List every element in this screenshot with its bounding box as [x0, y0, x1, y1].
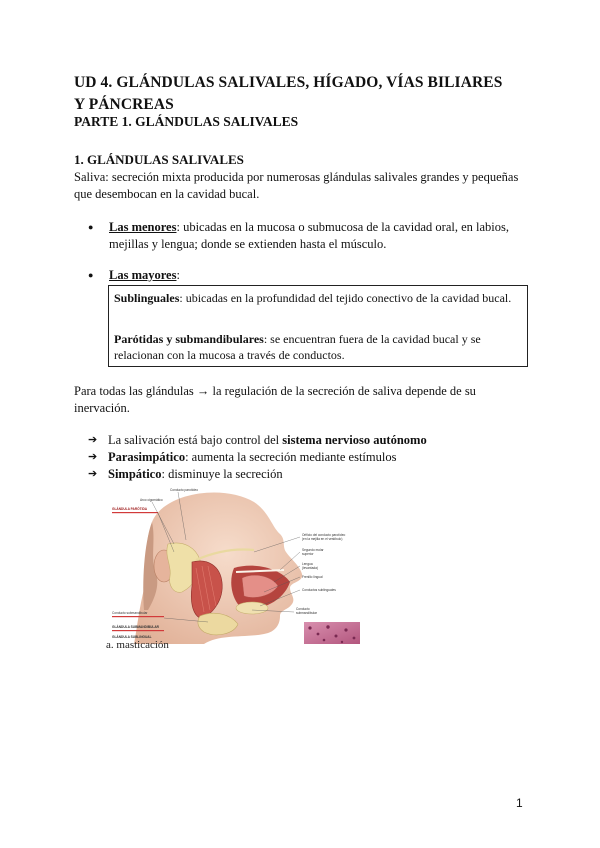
box-term: Parótidas y submandibulares — [114, 332, 264, 346]
fig-label-l1: Arco cigomático — [140, 498, 163, 502]
regulation-paragraph: Para todas las glándulas → la regulación de la secreción de saliva depende de su inervación. — [74, 384, 476, 415]
arrow-icon: ➔ — [88, 434, 98, 446]
part-heading: PARTE 1. GLÁNDULAS SALIVALES — [74, 114, 299, 129]
intro-paragraph: Saliva: secreción mixta producida por numerosas glándulas salivales grandes y pequeñas que desembocan en la cavidad bucal. — [74, 170, 519, 201]
mayores-box — [108, 285, 528, 367]
fig-label-r8: Conductos sublinguales — [302, 588, 336, 592]
bullet-term: Las mayores — [109, 268, 177, 282]
fig-label-r5: Lengua — [302, 562, 313, 566]
fig-label-r6: (levantada) — [302, 566, 318, 570]
document-title: UD 4. GLÁNDULAS SALIVALES, HÍGADO, VÍAS BILIARES Y PÁNCREAS — [74, 74, 503, 113]
box-desc: : se encuentran fuera de la cavidad bucal y se relacionan con la mucosa a través de conductos. — [114, 332, 481, 362]
histology-inset — [304, 622, 360, 644]
fig-label-b3: GLÁNDULA SUBLINGUAL — [112, 635, 152, 639]
bullet-dot: ● — [88, 222, 94, 232]
box-desc: : ubicadas en la profundidad del tejido conectivo de la cavidad bucal. — [179, 291, 512, 305]
fig-label-r2: (en la mejilla en el vestíbulo) — [302, 537, 343, 541]
fig-label-parotid: GLÁNDULA PARÓTIDA — [112, 507, 148, 511]
arrow-post: : aumenta la secreción mediante estímulos — [185, 450, 397, 464]
box-sublinguales — [114, 291, 519, 307]
fig-label-r7: Frenillo lingual — [302, 575, 323, 579]
fig-label-b1: Conducto submandibular — [112, 611, 148, 615]
bullet-text — [109, 267, 529, 284]
arrow-text — [108, 466, 283, 483]
arrow-pre: La salivación está bajo control del — [108, 433, 283, 447]
arrow-text — [108, 432, 427, 449]
arrow-icon: ➔ — [88, 451, 98, 463]
fig-label-b2: GLÁNDULA SUBMANDIBULAR — [112, 625, 159, 629]
arrow-bold: Parasimpático — [108, 450, 186, 464]
bullet-desc: : ubicadas en la mucosa o submucosa de la cavidad oral, en labios, mejillas y lengua; donde se extienden hasta el músculo. — [109, 220, 510, 251]
salivary-glands-illustration — [104, 482, 360, 651]
fig-label-r1: Orificio del conducto parotídeo — [302, 533, 346, 537]
bullet-text — [109, 219, 529, 253]
bullet-term: Las menores — [109, 220, 177, 234]
section-heading: 1. GLÁNDULAS SALIVALES — [74, 152, 244, 167]
sublingual-gland — [236, 602, 268, 614]
arrow-icon: ➔ — [88, 468, 98, 480]
fig-label-r10: submandibular — [296, 611, 317, 615]
bullet-desc: : — [176, 268, 180, 282]
fig-label-r4: superior — [302, 552, 314, 556]
box-parotidas — [114, 332, 519, 363]
arrow-bold: Simpático — [108, 467, 162, 481]
fig-partial-caption: a. masticación — [106, 639, 169, 651]
fig-label-r9: Conducto — [296, 607, 310, 611]
page-number: 1 — [516, 796, 523, 810]
bullet-dot: ● — [88, 270, 94, 280]
fig-label-r3: Segundo molar — [302, 548, 324, 552]
box-term: Sublinguales — [114, 291, 180, 305]
anatomy-figure — [104, 482, 360, 651]
fig-label-top: Conducto parotídeo — [170, 488, 198, 492]
arrow-bold: sistema nervioso autónomo — [282, 433, 427, 447]
arrow-post: : disminuye la secreción — [161, 467, 283, 481]
arrow-text — [108, 449, 396, 466]
